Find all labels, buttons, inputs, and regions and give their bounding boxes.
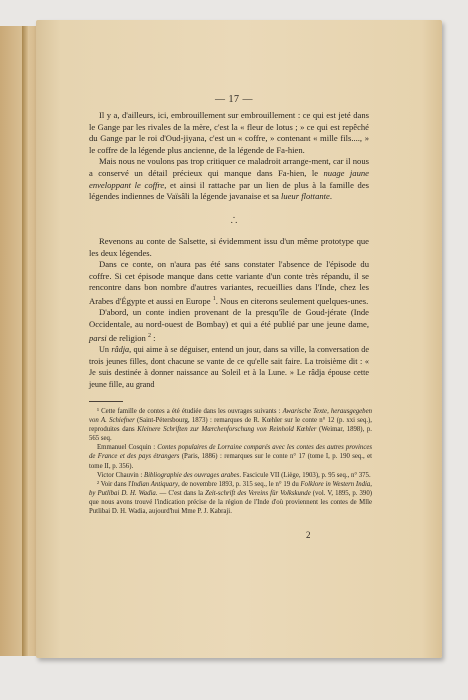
footnote-1-cosquin: Emmanuel Cosquin : Contes populaires de Lorraine comparés avec les contes des autres provinces de France et des pays étrangers (Paris, 1886) : remarques sur le conte n° 17 (tome I, p. 190 seq., et tome II, p. 356). xyxy=(89,444,373,470)
footnote-1-chauvin: Victor Chauvin : Bibliographie des ouvrages arabes. Fascicule VII (Liège, 1903), p. 95 seq., n° 375. xyxy=(97,471,371,479)
section-separator: . . . xyxy=(230,210,238,225)
footnote-ref-1: 1 xyxy=(212,295,216,302)
paragraph-1: Il y a, d'ailleurs, ici, embrouillement sur embrouillement : ce qui est jeté dans le Gange par les rivales de la mère, c'est la « fleur de lotus ; » ce qui est repêché du Gange par le roi d'Oud-jiyana, c'est un « coffre, » contenant « mille fils...., » le coffre de la légende plus ancienne, de la légende de Fa-hien. xyxy=(89,110,369,155)
footnotes xyxy=(89,407,372,516)
paragraph-5: D'abord, un conte indien provenant de la presqu'île de Goud-jérate (Inde Occidentale, au nord-ouest de Bombay) et qui a été publié par une jeune dame, parsi de religion $^2$ : xyxy=(89,307,369,343)
footnote-1: ¹ Cette famille de contes a été étudiée dans les ouvrages suivants : Awarische Texte, herausgegeben von A. Schiefner (Saint-Pétersbourg, 1873) : remarques de R. Kœhler sur le conte n° 12 (p. xxi seq.), reproduites dans Kleinere Schriften zur Mærchenforschung von Reinhold Kœhler (Weimar, 1898), p. 565 seq. xyxy=(89,408,372,443)
paragraph-2: Mais nous ne voulons pas trop critiquer ce maladroit arrange-ment, car il nous a conservé un détail précieux qui manque dans Fa-hien, le nuage jaune enveloppant le coffre, et ainsi il rattache par un lien de plus à la famille des légendes indiennes de Vaïsâli la légende javanaise et sa lueur flottante. xyxy=(89,156,369,202)
footnote-2: ² Voir dans l'Indian Antiquary, de novembre 1893, p. 315 seq., le n° 19 du Folklore in Western India, by Putlibai D. H. Wadia. — C'est dans la Zeit-schrift des Vereins für Volkskunde (vol. V, 1895, p. 390) que nous avons trouvé l'indication précise de la région de l'Inde d'où proviennent les contes de Mlle Putlibai D. H. Wadia, aujourd'hui Mme P. J. Kabraji. xyxy=(89,480,372,516)
body-upper xyxy=(89,110,369,203)
signature-mark: 2 xyxy=(306,530,311,540)
page-number: — 17 — xyxy=(215,94,253,105)
paragraph-4: Dans ce conte, on n'aura pas été sans constater l'absence de l'épisode du coffre. Si cet épisode manque dans cette variante d'un conte très répandu, il se rencontre dans bon nombre d'autres variantes, recueillies dans l'Inde, chez les Arabes d'Égypte et aussi en Europe $^1$. Nous en citerons seulement quelques-unes. xyxy=(89,259,369,306)
paragraph-6: Un râdja, qui aime à se déguiser, entend un jour, dans sa ville, la conversation de trois jeunes filles, dont chacune se vante de ce qu'elle sait faire. La troisième dit : « Je suis destinée à donner naissance au Soleil et à la Lune. » Le râdja épouse cette jeune fille, au grand xyxy=(89,345,369,389)
footnote-ref-2: 2 xyxy=(147,332,151,339)
paragraph-3: Revenons au conte de Salsette, si évidemment issu d'un même prototype que les deux légendes. xyxy=(89,236,369,258)
body-lower xyxy=(89,236,369,390)
book-spine xyxy=(22,26,28,656)
footnote-rule xyxy=(89,401,123,402)
